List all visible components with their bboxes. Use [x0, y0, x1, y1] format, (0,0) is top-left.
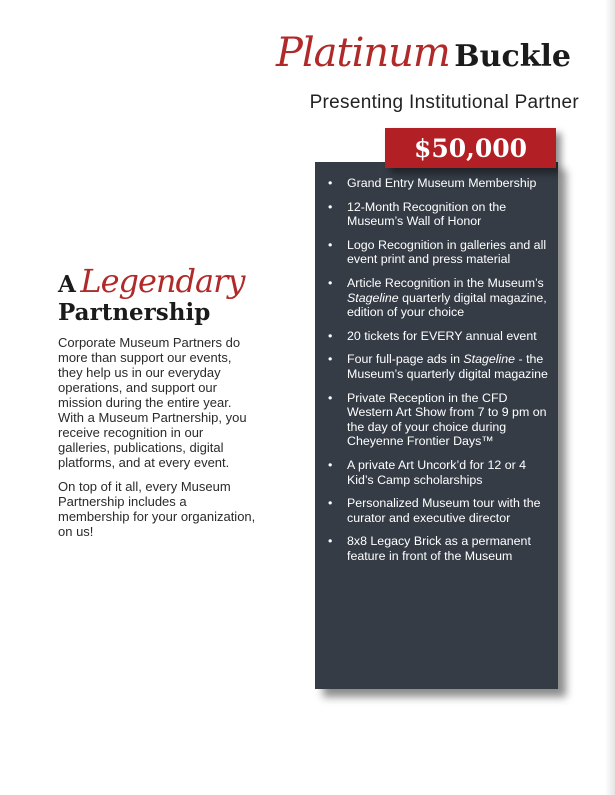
benefit-text: Logo Recognition in galleries and all event print and press material [347, 237, 547, 267]
bullet-icon: • [328, 534, 333, 549]
heading-partnership-word: Partnership [58, 299, 211, 326]
benefit-item [328, 496, 548, 525]
bullet-icon: • [328, 237, 333, 252]
benefit-text: A private Art Uncork’d for 12 or 4 Kid’s Camp scholarships [347, 457, 527, 487]
bullet-icon: • [328, 390, 333, 405]
heading-lead-word: A [58, 271, 76, 298]
benefit-item [328, 238, 548, 267]
page-subtitle: Presenting Institutional Partner [309, 92, 579, 113]
benefit-text: Grand Entry Museum Membership [347, 176, 537, 190]
benefit-item [328, 534, 548, 563]
benefit-text: quarterly digital magazine, edition of your choice [347, 290, 547, 320]
page-edge-shadow [605, 0, 615, 795]
bullet-icon: • [328, 457, 333, 472]
intro-paragraph: Corporate Museum Partners do more than support our events, they help us in our everyday operations, and support our mission during the entire year. With a Museum Partnership, you receive recognition in our galleries, publications, digital platforms, and at every event. [58, 335, 247, 470]
benefit-text: Personalized Museum tour with the curator and executive director [347, 496, 541, 525]
benefit-item [328, 391, 548, 449]
benefits-list [328, 176, 548, 572]
benefit-item [328, 276, 548, 320]
price-badge: $50,000 [385, 128, 556, 168]
title-bold-word: Buckle [454, 39, 571, 74]
bullet-icon: • [328, 328, 333, 343]
benefit-text: - the Museum’s quarterly digital magazine [347, 352, 548, 381]
benefit-text: Private Reception in the CFD Western Art Show from 7 to 9 pm on the day of your choice during Cheyenne Frontier Days™ [347, 390, 547, 449]
benefit-italic-text: Stageline [463, 352, 516, 367]
benefit-text: Article Recognition in the Museum’s [347, 275, 544, 290]
heading-script-word: Legendary [80, 262, 245, 300]
page-title [276, 30, 571, 76]
benefit-item [328, 329, 548, 344]
benefit-text: 12-Month Recognition on the Museum’s Wall of Honor [347, 199, 507, 229]
bullet-icon: • [328, 176, 333, 190]
benefit-italic-text: Stageline [347, 290, 399, 305]
bullet-icon: • [328, 199, 333, 214]
benefit-text: 20 tickets for EVERY annual event [347, 328, 537, 343]
bullet-icon: • [328, 496, 333, 511]
bullet-icon: • [328, 352, 333, 367]
benefit-text: 8x8 Legacy Brick as a permanent feature in front of the Museum [347, 534, 531, 563]
bullet-icon: • [328, 275, 333, 290]
partnership-heading [58, 262, 244, 300]
benefit-text: Four full-page ads in [347, 352, 464, 367]
benefit-item [328, 176, 548, 191]
benefit-item [328, 352, 548, 381]
benefit-item [328, 200, 548, 229]
benefit-item [328, 458, 548, 487]
title-script-word: Platinum [275, 30, 450, 76]
membership-paragraph: On top of it all, every Museum Partnership includes a membership for your organization, on us! [58, 479, 256, 539]
